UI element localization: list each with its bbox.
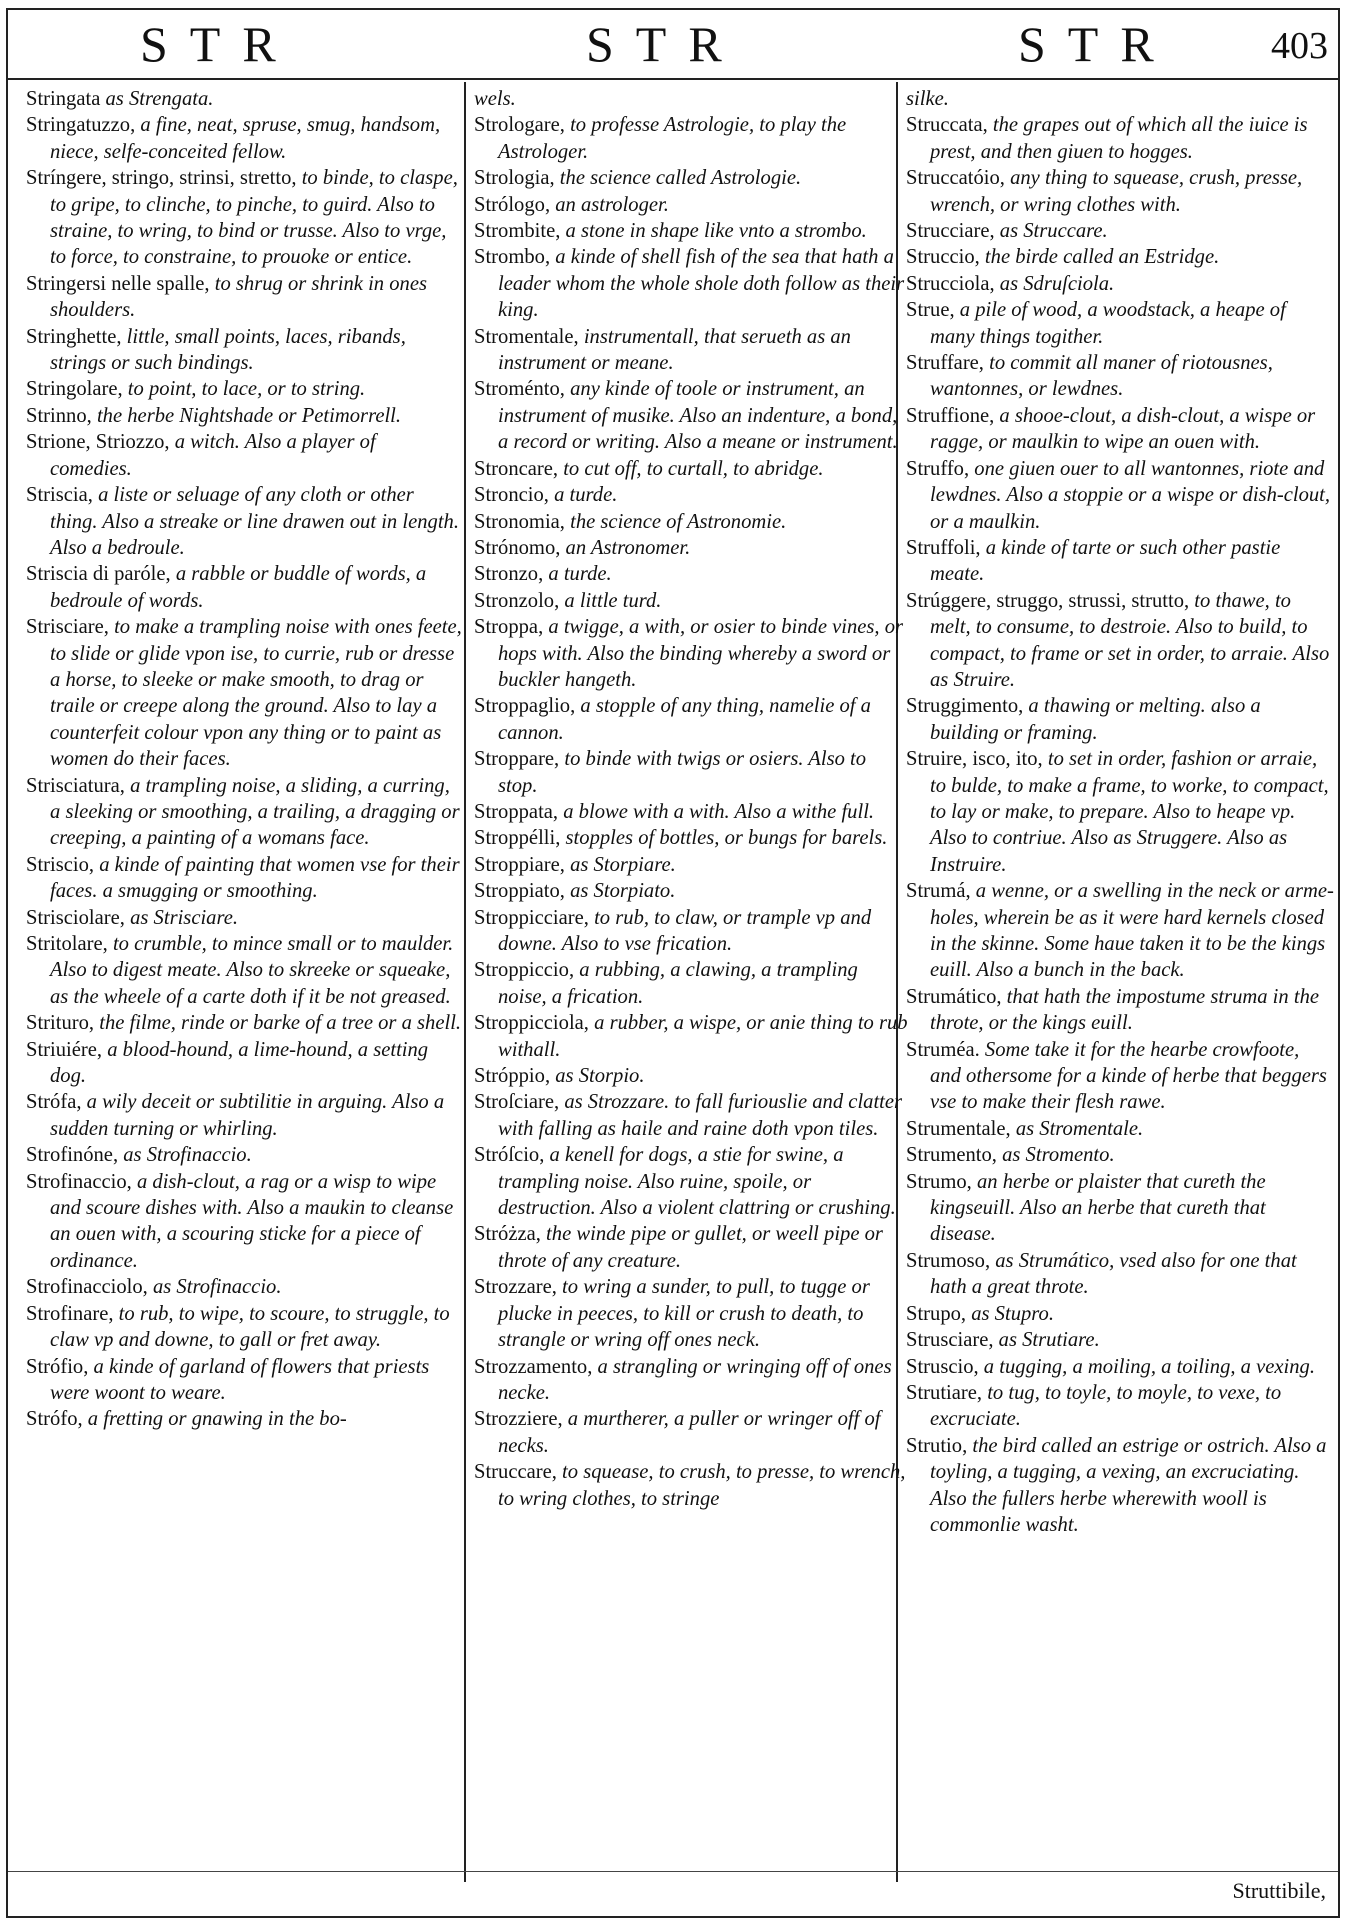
header-left: STR (140, 16, 298, 72)
entry-headword: Strófa, (26, 1091, 82, 1114)
dictionary-entry (474, 614, 910, 693)
column-3 (906, 86, 1334, 1538)
dictionary-entry (474, 324, 910, 377)
dictionary-entry (26, 931, 462, 1010)
entry-headword: Stronzolo, (474, 589, 560, 612)
entry-headword: Stroppélli, (474, 827, 561, 850)
dictionary-entry (906, 535, 1334, 588)
entry-headword: Struffione, (906, 404, 995, 427)
dictionary-entry (906, 165, 1334, 218)
entry-headword: Strozziere, (474, 1408, 563, 1431)
entry-headword: Stroncare, (474, 457, 559, 480)
entry-headword: Stroppicciola, (474, 1012, 589, 1035)
entry-definition: to thawe, to melt, to consume, to destroie. Also to build, to compact, to frame or set in order, to arraie. Also as Struire. (930, 589, 1330, 691)
entry-headword: Strologia, (474, 167, 555, 190)
entry-definition: to shrug or shrink in ones shoulders. (50, 272, 427, 322)
entry-definition: a blood-hound, a lime-hound, a setting dog. (50, 1038, 429, 1088)
entry-definition: as Strozzare. to fall furiouslie and clatter with falling as haile and raine doth vpon tiles. (498, 1091, 903, 1140)
entry-definition: as Strofinaccio. (147, 1276, 282, 1299)
entry-headword: Strofinóne, (26, 1144, 119, 1167)
entry-definition: a liste or seluage of any cloth or other thing. Also a streake or line drawen out in length. Also a bedroule. (50, 484, 459, 559)
dictionary-entry (906, 456, 1334, 535)
dictionary-entry (26, 773, 462, 852)
dictionary-entry (474, 1406, 910, 1459)
dictionary-entry (474, 746, 910, 799)
entry-definition: to professe Astrologie, to play the Astrologer. (498, 114, 847, 163)
entry-definition: a strangling or wringing off of ones necke. (498, 1355, 892, 1404)
entry-definition: a fine, neat, spruse, smug, handsom, niece, selfe-conceited fellow. (50, 114, 441, 163)
entry-definition: as Storpiare. (564, 853, 676, 876)
entry-definition: as Strengata. (100, 88, 214, 110)
dictionary-entry (906, 878, 1334, 984)
dictionary-entry (906, 1380, 1334, 1433)
entry-definition: as Sdruſciola. (994, 272, 1115, 295)
entry-definition: a thawing or melting. also a building or framing. (930, 695, 1261, 744)
entry-headword: Stroppiato, (474, 880, 565, 903)
entry-headword: Stróppio, (474, 1065, 551, 1088)
entry-definition: to set in order, fashion or arraie, to bulde, to make a frame, to worke, to compact, to lay or make, to prepare. Also to heape vp. Also to contriue. Also as Struggere. Also as Instruire. (930, 748, 1329, 876)
entry-definition: to crumble, to mince small or to maulder. Also to digest meate. Also to skreeke or squeake, as the wheele of a carte doth if it be not greased. (50, 933, 454, 1008)
entry-headword: Stríngere, stringo, strinsi, stretto, (26, 167, 297, 190)
dictionary-entry (474, 1354, 910, 1407)
entry-headword: Struccare, (474, 1461, 557, 1484)
dictionary-entry (26, 482, 462, 561)
dictionary-entry (474, 218, 910, 244)
entry-headword: Struffare, (906, 352, 984, 375)
entry-headword: Strúggere, struggo, strussi, strutto, (906, 589, 1190, 612)
entry-definition: as Stupro. (966, 1302, 1054, 1325)
entry-headword: Struffo, (906, 457, 970, 480)
entry-headword: Strumá, (906, 880, 971, 903)
entry-definition: instrumentall, that serueth as an instrument or meane. (498, 325, 851, 375)
entry-definition: silke. (906, 88, 949, 110)
entry-definition: a wily deceit or subtilitie in arguing. Also a sudden turning or whirling. (50, 1091, 445, 1140)
entry-definition: a blowe with a with. Also a withe full. (558, 800, 875, 823)
dictionary-entry (474, 86, 910, 112)
entry-definition: as Strofinaccio. (118, 1144, 252, 1167)
entry-definition: as Storpiato. (564, 880, 676, 903)
entry-definition: an Astronomer. (560, 536, 691, 559)
entry-headword: Striscia, (26, 484, 93, 507)
entry-definition: an herbe or plaister that cureth the kingseuill. Also an herbe that cureth that disease. (930, 1170, 1266, 1246)
entry-headword: Strombo, (474, 246, 551, 269)
dictionary-entry (474, 852, 910, 878)
entry-definition: a rubbing, a clawing, a trampling noise, a frication. (498, 959, 858, 1008)
dictionary-entry (474, 1063, 910, 1089)
entry-headword: Struccio, (906, 246, 980, 269)
header-rule (8, 78, 1338, 80)
dictionary-entry (906, 271, 1334, 297)
dictionary-entry (26, 86, 462, 112)
entry-headword: Stroppiare, (474, 853, 565, 876)
dictionary-entry (26, 1274, 462, 1300)
entry-definition: to cut off, to curtall, to abridge. (558, 457, 824, 480)
entry-headword: Strofinare, (26, 1302, 114, 1325)
entry-headword: Strozzare, (474, 1276, 557, 1299)
dictionary-entry (26, 403, 462, 429)
dictionary-entry (474, 112, 910, 165)
entry-headword: Strucciare, (906, 220, 995, 243)
entry-headword: Stroppa, (474, 616, 544, 639)
entry-headword: Stringatuzzo, (26, 114, 136, 137)
entry-headword: Stritolare, (26, 933, 108, 955)
dictionary-entry (906, 1433, 1334, 1539)
entry-headword: Strumento, (906, 1144, 997, 1167)
entry-headword: Strombite, (474, 220, 561, 243)
dictionary-entry (26, 1301, 462, 1354)
entry-definition: to binde, to claspe, to gripe, to clinche, to pinche, to guird. Also to straine, to wring, to bind or trusse. Also to vrge, to force, to constraine, to prouoke or entice. (50, 167, 458, 269)
dictionary-entry (474, 535, 910, 561)
dictionary-entry (26, 1406, 462, 1432)
entry-headword: Strumentale, (906, 1117, 1011, 1140)
entry-definition: the grapes out of which all the iuice is prest, and then giuen to hogges. (930, 114, 1308, 163)
dictionary-entry (906, 588, 1334, 694)
entry-headword: Stroppare, (474, 748, 560, 771)
entry-headword: Struire, isco, ito, (906, 748, 1043, 771)
dictionary-entry (26, 1010, 462, 1036)
entry-definition: as Struccare. (994, 220, 1108, 243)
entry-definition: any thing to squease, crush, presse, wrench, or wring clothes with. (930, 167, 1303, 216)
dictionary-entry (474, 825, 910, 851)
entry-definition: a stone in shape like vnto a strombo. (560, 220, 867, 243)
entry-headword: Struccata, (906, 114, 988, 137)
entry-definition: to squease, to crush, to presse, to wrench, to wring clothes, to stringe (498, 1461, 906, 1510)
entry-definition: a kinde of garland of flowers that priests were woont to weare. (50, 1355, 430, 1404)
dictionary-entry (26, 324, 462, 377)
dictionary-entry (474, 905, 910, 958)
entry-headword: Stroppiccio, (474, 959, 575, 982)
dictionary-entry (26, 165, 462, 271)
footer-rule (8, 1871, 1338, 1872)
entry-definition: a twigge, a with, or osier to binde vines, or hops with. Also the binding whereby a sword or buckler hangeth. (498, 616, 904, 691)
entry-definition: a turde. (543, 563, 612, 586)
entry-headword: Strione, Striozzo, (26, 431, 170, 454)
entry-headword: Strozzamento, (474, 1355, 593, 1378)
entry-definition: any kinde of toole or instrument, an instrument of musike. Also an indenture, a bond, a record or writing. Also a meane or instrument. (498, 378, 898, 454)
entry-headword: Strue, (906, 299, 955, 322)
entry-definition: the herbe Nightshade or Petimorrell. (91, 404, 402, 427)
entry-headword: Struméa. (906, 1038, 980, 1061)
entry-headword: Stroppaglio, (474, 695, 576, 718)
entry-definition: to rub, to wipe, to scoure, to struggle, to claw vp and downe, to gall or fret away. (50, 1302, 450, 1352)
entry-headword: Stringhette, (26, 325, 122, 348)
entry-headword: Stroppicciare, (474, 906, 589, 929)
entry-definition: a tugging, a moiling, a toiling, a vexing. (978, 1355, 1315, 1378)
entry-headword: Strófio, (26, 1355, 89, 1378)
entry-headword: Strisciatura, (26, 774, 125, 797)
entry-definition: the filme, rinde or barke of a tree or a shell. (94, 1012, 462, 1035)
entry-headword: Stronzo, (474, 563, 544, 586)
entry-definition: a rabble or buddle of words, a bedroule of words. (50, 563, 427, 612)
entry-definition: a fretting or gnawing in the bo- (82, 1408, 347, 1431)
entry-definition: a kinde of shell fish of the sea that hath a leader whom the whole shole doth follow as their king. (498, 246, 905, 322)
dictionary-entry (906, 112, 1334, 165)
dictionary-entry (474, 878, 910, 904)
dictionary-entry (906, 218, 1334, 244)
entry-definition: as Strutiare. (993, 1329, 1100, 1352)
entry-headword: Stringata (26, 88, 101, 110)
dictionary-entry (906, 1116, 1334, 1142)
entry-definition: a kenell for dogs, a stie for swine, a trampling noise. Also ruine, spoile, or destruction. Also a violent clattring or crushing. (498, 1144, 896, 1220)
entry-headword: Striscia di paróle, (26, 563, 171, 586)
column-1 (26, 86, 462, 1433)
entry-headword: Striscio, (26, 853, 95, 876)
dictionary-entry (26, 376, 462, 402)
dictionary-entry (906, 1354, 1334, 1380)
dictionary-entry (474, 482, 910, 508)
entry-definition: a wenne, or a swelling in the neck or arme-holes, wherein be as it were hard kernels closed in the skinne. Some haue taken it to be the kings euill. Also a bunch in the back. (930, 880, 1334, 982)
dictionary-entry (906, 1037, 1334, 1116)
entry-headword: Strinno, (26, 404, 92, 427)
entry-headword: Strusciare, (906, 1329, 994, 1352)
entry-headword: Stringolare, (26, 378, 123, 401)
entry-headword: Strutiare, (906, 1381, 983, 1404)
entry-definition: Some take it for the hearbe crowfoote, and othersome for a kinde of herbe that beggers vse to make their flesh rawe. (930, 1038, 1327, 1114)
dictionary-entry (474, 376, 910, 455)
dictionary-entry (906, 1248, 1334, 1301)
dictionary-entry (906, 746, 1334, 878)
entry-headword: Stronomia, (474, 510, 565, 533)
entry-definition: that hath the impostume struma in the throte, or the kings euill. (930, 985, 1320, 1035)
dictionary-entry (474, 1089, 910, 1142)
dictionary-entry (906, 984, 1334, 1037)
dictionary-entry (906, 244, 1334, 270)
entry-headword: Struscio, (906, 1355, 979, 1378)
entry-headword: Struggimento, (906, 695, 1024, 718)
dictionary-entry (26, 1037, 462, 1090)
entry-headword: Strisciare, (26, 616, 109, 639)
entry-definition: the birde called an Estridge. (979, 246, 1220, 269)
page-number: 403 (1271, 25, 1328, 67)
entry-headword: Strituro, (26, 1012, 95, 1035)
entry-definition: the winde pipe or gullet, or weell pipe or throte of any creature. (498, 1223, 883, 1272)
entry-definition: a little turd. (559, 589, 662, 612)
entry-headword: Strutio, (906, 1434, 968, 1457)
entry-headword: Strologare, (474, 114, 565, 137)
entry-definition: a kinde of painting that women vse for their faces. a smugging or smoothing. (50, 853, 460, 903)
entry-definition: a pile of wood, a woodstack, a heape of many things togither. (930, 299, 1286, 348)
dictionary-entry (26, 1142, 462, 1168)
entry-headword: Strófo, (26, 1408, 83, 1431)
column-2 (474, 86, 910, 1512)
entry-headword: Strumático, (906, 985, 1002, 1008)
entry-definition: to point, to lace, or to string. (122, 378, 366, 401)
entry-definition: to make a trampling noise with ones feete, to slide or glide vpon ise, to currie, rub or dresse a horse, to sleeke or make smooth, to drag or traile or creepe along the ground. Also to lay a counterfeit colour vpon any thing or to paint as women do their faces. (50, 616, 462, 771)
running-header (8, 10, 1338, 74)
entry-definition: stopples of bottles, or bungs for barels. (560, 827, 888, 850)
entry-definition: as Strisciare. (124, 906, 239, 929)
dictionary-entry (26, 271, 462, 324)
column-divider-1 (464, 82, 466, 1882)
entry-definition: the science called Astrologie. (554, 167, 802, 190)
dictionary-page (6, 8, 1340, 1918)
entry-headword: Strumoso, (906, 1249, 991, 1272)
entry-definition: to binde with twigs or osiers. Also to stop. (498, 748, 867, 797)
dictionary-entry (26, 561, 462, 614)
dictionary-entry (906, 1142, 1334, 1168)
entry-headword: Stringersi nelle spalle, (26, 272, 210, 295)
entry-definition: a shooe-clout, a dish-clout, a wispe or ragge, or maulkin to wipe an ouen with. (930, 404, 1316, 454)
entry-definition: to tug, to toyle, to moyle, to vexe, to excruciate. (930, 1381, 1282, 1431)
dictionary-entry (26, 852, 462, 905)
entry-definition: a witch. Also a player of comedies. (50, 431, 376, 480)
entry-headword: Stróżza, (474, 1223, 541, 1246)
entry-definition: the science of Astronomie. (564, 510, 787, 533)
entry-definition: little, small points, laces, ribands, strings or such bindings. (50, 325, 406, 375)
entry-definition: as Stromento. (996, 1144, 1115, 1167)
dictionary-entry (474, 561, 910, 587)
dictionary-entry (474, 165, 910, 191)
dictionary-entry (474, 244, 910, 323)
dictionary-entry (474, 1459, 910, 1512)
dictionary-entry (474, 192, 910, 218)
dictionary-entry (474, 693, 910, 746)
entry-headword: Struccatóio, (906, 167, 1005, 190)
dictionary-entry (26, 1089, 462, 1142)
dictionary-entry (906, 693, 1334, 746)
entry-definition: wels. (474, 88, 516, 110)
entry-definition: one giuen ouer to all wantonnes, riote and lewdnes. Also a stoppie or a wispe or dish-clout, or a maulkin. (930, 457, 1331, 533)
entry-definition: a kinde of tarte or such other pastie meate. (930, 536, 1281, 586)
entry-definition: a trampling noise, a sliding, a curring, a sleeking or smoothing, a trailing, a dragging or creeping, a painting of a womans face. (50, 774, 460, 850)
entry-headword: Striuiére, (26, 1038, 103, 1061)
dictionary-entry (906, 350, 1334, 403)
entry-definition: as Storpio. (550, 1065, 645, 1088)
dictionary-entry (26, 1169, 462, 1275)
dictionary-entry (474, 509, 910, 535)
dictionary-entry (906, 403, 1334, 456)
entry-headword: Strólogo, (474, 193, 551, 216)
dictionary-entry (26, 1354, 462, 1407)
dictionary-entry (474, 456, 910, 482)
dictionary-entry (906, 1301, 1334, 1327)
dictionary-entry (474, 799, 910, 825)
entry-headword: Strucciola, (906, 272, 995, 295)
entry-headword: Strisciolare, (26, 906, 125, 929)
entry-definition: a murtherer, a puller or wringer off of necks. (498, 1408, 881, 1457)
header-right: STR (1018, 16, 1176, 72)
entry-headword: Stroppata, (474, 800, 559, 823)
dictionary-entry (26, 112, 462, 165)
entry-headword: Strónomo, (474, 536, 561, 559)
dictionary-entry (474, 957, 910, 1010)
dictionary-entry (906, 86, 1334, 112)
entry-definition: as Stromentale. (1010, 1117, 1144, 1140)
dictionary-entry (474, 1142, 910, 1221)
dictionary-entry (474, 1221, 910, 1274)
dictionary-entry (474, 1274, 910, 1353)
catchword: Struttibile, (1232, 1878, 1326, 1903)
entry-headword: Strumo, (906, 1170, 972, 1193)
entry-headword: Stróſcio, (474, 1144, 545, 1167)
entry-definition: as Strumático, vsed also for one that hath a great throte. (930, 1249, 1297, 1299)
dictionary-entry (26, 429, 462, 482)
entry-definition: to wring a sunder, to pull, to tugge or plucke in peeces, to kill or crush to death, to strangle or wring off ones neck. (498, 1276, 870, 1352)
entry-headword: Stroncio, (474, 484, 549, 507)
entry-definition: a rubber, a wispe, or anie thing to rub withall. (498, 1012, 908, 1061)
entry-definition: an astrologer. (550, 193, 669, 216)
entry-headword: Strupo, (906, 1302, 967, 1325)
entry-definition: to rub, to claw, or trample vp and downe. Also to vse frication. (498, 906, 872, 955)
entry-definition: a dish-clout, a rag or a wisp to wipe and scoure dishes with. Also a maukin to cleanse an ouen with, a scouring sticke for a piece of ordinance. (50, 1170, 454, 1272)
dictionary-entry (906, 1327, 1334, 1353)
entry-headword: Stroménto, (474, 378, 565, 401)
entry-definition: to commit all maner of riotousnes, wantonnes, or lewdnes. (930, 352, 1273, 401)
dictionary-entry (906, 1169, 1334, 1248)
entry-headword: Strofinacciolo, (26, 1276, 148, 1299)
entry-headword: Stroſciare, (474, 1091, 560, 1114)
dictionary-entry (26, 614, 462, 772)
entry-definition: a turde. (548, 484, 618, 507)
dictionary-entry (906, 297, 1334, 350)
entry-headword: Stromentale, (474, 325, 579, 348)
dictionary-entry (474, 588, 910, 614)
entry-headword: Strofinaccio, (26, 1170, 132, 1193)
entry-definition: the bird called an estrige or ostrich. Also a toyling, a tugging, a vexing, an excruciating. Also the fullers herbe wherewith wooll is commonlie washt. (930, 1434, 1327, 1536)
dictionary-entry (474, 1010, 910, 1063)
header-center: STR (586, 16, 744, 72)
entry-definition: a stopple of any thing, namelie of a cannon. (498, 695, 871, 744)
dictionary-entry (26, 905, 462, 931)
entry-headword: Struffoli, (906, 536, 981, 559)
